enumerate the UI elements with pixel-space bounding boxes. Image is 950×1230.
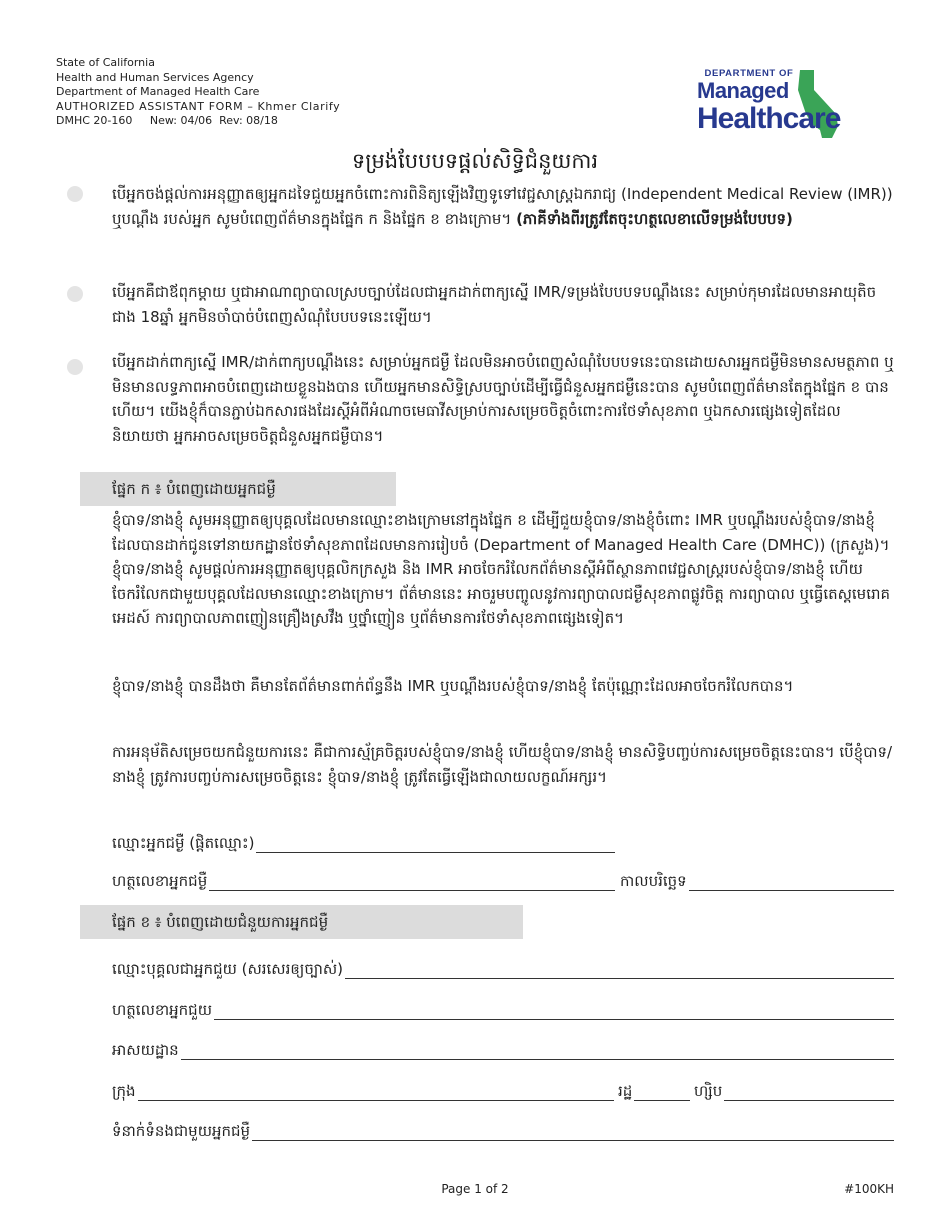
city-line[interactable] (138, 1080, 614, 1101)
patient-signature-field[interactable] (112, 867, 615, 891)
helper-name-line[interactable] (345, 958, 894, 979)
bullet-marker (67, 359, 83, 375)
patient-name-label: ឈ្មោះអ្នកជម្ងឺ (ផ្តិតឈ្មោះ) (112, 834, 255, 852)
instruction-paragraph-1 (112, 182, 894, 231)
date-field[interactable] (620, 867, 894, 891)
instruction-1-bold-note: (ភាគីទាំងពីរត្រូវតែចុះហត្ថលេខាលើទម្រង់បែបបទ) (516, 209, 793, 228)
helper-name-label: ឈ្មោះបុគ្គលជាអ្នកជួយ (សរសេរឲ្យច្បាស់) (112, 960, 343, 978)
helper-signature-field[interactable] (112, 996, 894, 1020)
helper-signature-label: ហត្ថលេខាអ្នកជួយ (112, 1001, 212, 1019)
zip-field[interactable] (694, 1077, 894, 1101)
state-line[interactable] (634, 1080, 690, 1101)
dmhc-logo (697, 68, 897, 140)
helper-signature-line[interactable] (214, 999, 894, 1020)
city-field[interactable] (112, 1077, 614, 1101)
patient-name-line[interactable] (256, 832, 615, 853)
bullet-marker (67, 286, 83, 302)
section-a-paragraph-1: ខ្ញុំបាទ/នាងខ្ញុំ សូមអនុញ្ញាតឲ្យបុគ្គលដែលមានឈ្មោះខាងក្រោមនៅក្នុងផ្នែក ខ ដើម្បីជួយខ្ញុំបាទ/នាងខ្ញុំចំពោះ IMR ឬបណ្តឹងរបស់ខ្ញុំបាទ/នាងខ្ញុំ ដែលបានដាក់ជូនទៅនាយកដ្ឋានថែទាំសុខភាពដែលមានការរៀបចំ (Department of Managed Health Care (DMHC)) (ក្រសួង)។ ខ្ញុំបាទ/នាងខ្ញុំ សូមផ្តល់ការអនុញ្ញាតឲ្យបុគ្គលិកក្រសួង និង IMR អាចចែករំលែកព័ត៌មានស្តីអំពីស្ថានភាពវេជ្ជសាស្ត្ររបស់ខ្ញុំបាទ/នាងខ្ញុំ ហើយចែករំលែកជាមួយបុគ្គលដែលមានឈ្មោះខាងក្រោម។ ព័ត៌មាននេះ អាចរួមបញ្ចូលនូវការព្យាបាលជម្ងឺសុខភាពផ្លូវចិត្ត ការព្យាបាល ឬធ្វើតេស្តមេរោគអេដស៍ ការព្យាបាលភាពញៀនគ្រឿងស្រវឹង ឬថ្នាំញៀន ឬព័ត៌មានការថែទាំសុខភាពផ្សេងទៀត។ (112, 511, 891, 627)
state-field[interactable] (618, 1077, 690, 1101)
address-field[interactable] (112, 1036, 894, 1060)
zip-line[interactable] (724, 1080, 894, 1101)
logo-line-managed: Managed (697, 78, 789, 103)
address-line[interactable] (181, 1039, 894, 1060)
state-label: រដ្ឋ (618, 1082, 633, 1100)
instruction-paragraph-3: បើអ្នកដាក់ពាក្យស្នើ IMR/ដាក់ពាក្យបណ្តឹងនេះ សម្រាប់អ្នកជម្ងឺ ដែលមិនអាចបំពេញសំណុំបែបបទនេះបានដោយសារអ្នកជម្ងឺមិនមានសមត្ថភាព ឬមិនមានលទ្ធភាពអាចបំពេញដោយខ្លួនឯងបាន ហើយអ្នកមានសិទ្ធិស្របច្បាប់ដើម្បីធ្វើជំនួសអ្នកជម្ងឺនេះបាន សូមបំពេញព័ត៌មានតែក្នុងផ្នែក ខ បានហើយ។ យើងខ្ញុំក៏បានភ្ជាប់ឯកសារផងដែរស្តីអំពីអំណាចមេធាវីសម្រាប់ការសម្រេចចិត្តចំពោះការថែទាំសុខភាព ឬឯកសារផ្សេងទៀតដែលនិយាយថា អ្នកអាចសម្រេចចិត្តជំនួសអ្នកជម្ងឺបាន។ (112, 353, 894, 445)
section-a-heading: ផ្នែក ក ៖ បំពេញដោយអ្នកជម្ងឺ (80, 472, 396, 506)
patient-signature-line[interactable] (209, 870, 615, 891)
date-line[interactable] (689, 870, 894, 891)
helper-name-field[interactable] (112, 955, 894, 979)
logo-line-healthcare: Healthcare (697, 102, 841, 135)
bullet-marker (67, 186, 83, 202)
header-line-department: Department of Managed Health Care (56, 85, 260, 98)
patient-signature-label: ហត្ថលេខាអ្នកជម្ងឺ (112, 872, 208, 890)
section-a-paragraph-3: ការអនុម័តិសម្រេចយកជំនួយការនេះ គឺជាការស្ម័គ្រចិត្តរបស់ខ្ញុំបាទ/នាងខ្ញុំ ហើយខ្ញុំបាទ/នាងខ្ញុំ មានសិទ្ធិបញ្ចប់ការសម្រេចចិត្តនេះបាន។ បើខ្ញុំបាទ/នាងខ្ញុំ ត្រូវការបញ្ចប់ការសម្រេចចិត្តនេះ ខ្ញុំបាទ/នាងខ្ញុំ ត្រូវតែធ្វើឡើងជាលាយលក្ខណ៍អក្សរ។ (112, 743, 893, 786)
section-a-paragraph-2: ខ្ញុំបាទ/នាងខ្ញុំ បានដឹងថា គឺមានតែព័ត៌មានពាក់ព័ន្ធនឹង IMR ឬបណ្តឹងរបស់ខ្ញុំបាទ/នាងខ្ញុំ តែប៉ុណ្ណោះដែលអាចចែករំលែកបាន។ (112, 677, 794, 695)
form-code: #100KH (844, 1182, 894, 1196)
header-line-agency: Health and Human Services Agency (56, 70, 254, 84)
agency-header (56, 56, 340, 129)
page-number: Page 1 of 2 (441, 1182, 509, 1196)
instruction-1-text: បើអ្នកចង់ផ្តល់ការអនុញ្ញាតឲ្យអ្នកដទៃជួយអ្នកចំពោះការពិនិត្យឡើងវិញទូទៅវេជ្ជសាស្ត្រឯករាជ្យ (Independent Medical Review (IMR)) ឬបណ្តឹង របស់អ្នក សូមបំពេញព័ត៌មានក្នុងផ្នែក ក និងផ្នែក ខ ខាងក្រោម។ (112, 185, 893, 228)
address-label: អាសយដ្ឋាន (112, 1041, 179, 1059)
relationship-label: ទំនាក់ទំនងជាមួយអ្នកជម្ងឺ (112, 1122, 251, 1140)
zip-label: ហ្សិប (694, 1082, 723, 1100)
header-line-form-name: AUTHORIZED ASSISTANT FORM – Khmer Clarify (56, 99, 341, 113)
city-label: ក្រុង (112, 1082, 136, 1100)
header-line-form-number: DMHC 20-160 New: 04/06 Rev: 08/18 (56, 114, 278, 127)
section-b-heading: ផ្នែក ខ ៖ បំពេញដោយជំនួយការអ្នកជម្ងឺ (80, 905, 523, 939)
relationship-line[interactable] (252, 1120, 894, 1141)
page-title: ទម្រង់បែបបទផ្តល់សិទ្ធិជំនួយការ (351, 149, 599, 173)
header-line-state: State of California (56, 56, 155, 69)
patient-name-field[interactable] (112, 829, 615, 853)
date-label: កាលបរិច្ឆេទ (620, 872, 687, 890)
relationship-field[interactable] (112, 1117, 894, 1141)
instruction-paragraph-2: បើអ្នកគឺជាឪពុកម្តាយ ឬជាអាណាព្យាបាលស្របច្បាប់ដែលជាអ្នកដាក់ពាក្យស្នើ IMR/ទម្រង់បែបបទបណ្តឹងនេះ សម្រាប់កុមារដែលមានអាយុតិចជាង 18ឆ្នាំ អ្នកមិនចាំបាច់បំពេញសំណុំបែបបទនេះឡើយ។ (112, 283, 877, 326)
logo-small-text: DEPARTMENT OF (704, 68, 794, 79)
